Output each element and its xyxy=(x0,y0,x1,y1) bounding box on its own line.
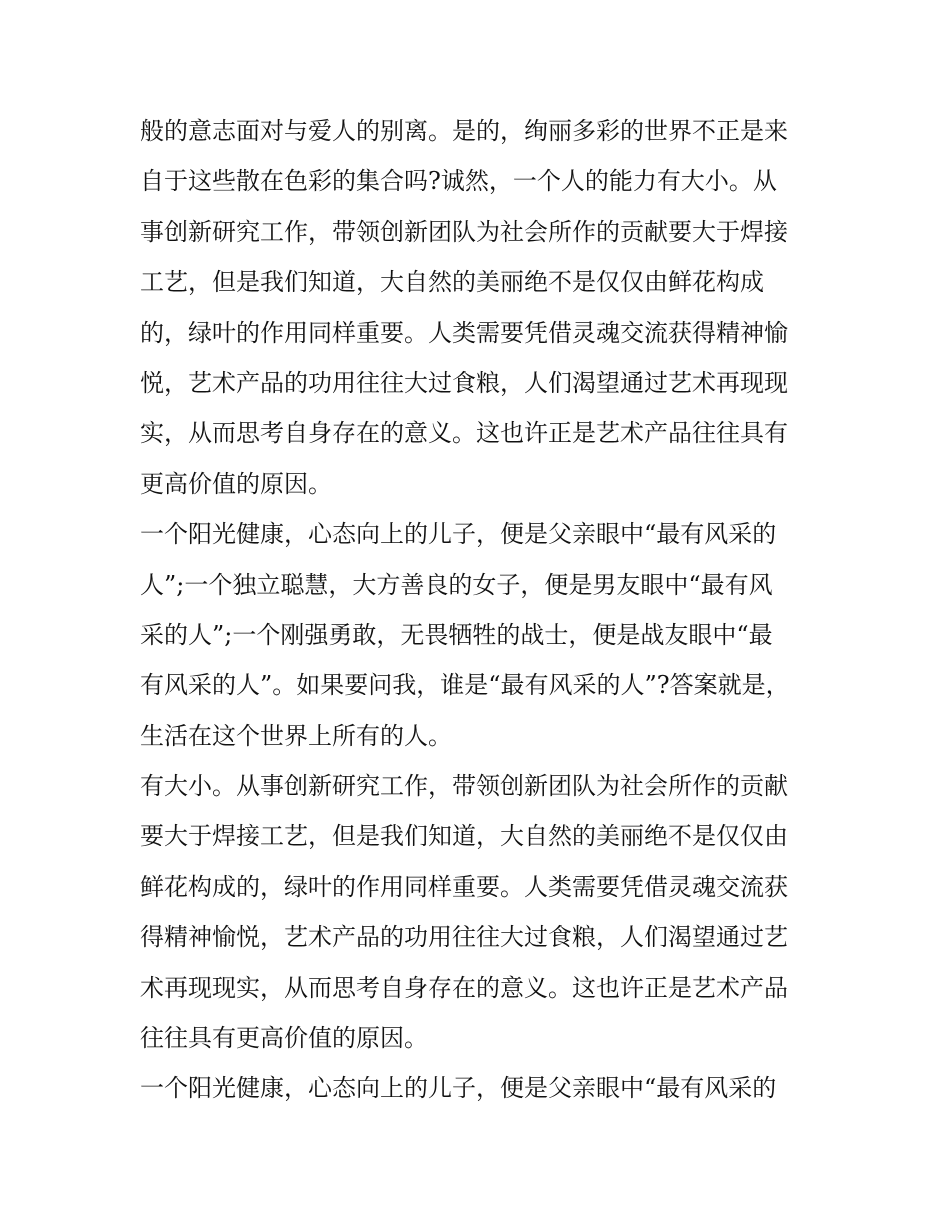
text-line: 工艺，但是我们知道，大自然的美丽绝不是仅仅由鲜花构成 xyxy=(140,268,764,297)
body-text xyxy=(140,106,820,1114)
text-line: 往往具有更高价值的原因。 xyxy=(140,1024,428,1053)
text-line: 事创新研究工作，带领创新团队为社会所作的贡献要大于焊接 xyxy=(140,217,788,246)
text-line: 生活在这个世界上所有的人。 xyxy=(140,721,452,750)
text-line: 的，绿叶的作用同样重要。人类需要凭借灵魂交流获得精神愉 xyxy=(140,318,788,347)
text-line: 自于这些散在色彩的集合吗?诚然，一个人的能力有大小。从 xyxy=(140,167,777,196)
text-line: 悦，艺术产品的功用往往大过食粮，人们渴望通过艺术再现现 xyxy=(140,368,788,397)
text-line: 人”;一个独立聪慧，大方善良的女子，便是男友眼中“最有风 xyxy=(140,570,773,599)
text-line: 更高价值的原因。 xyxy=(140,469,332,498)
text-line: 采的人”;一个刚强勇敢，无畏牺牲的战士，便是战友眼中“最 xyxy=(140,620,773,649)
text-line: 有大小。从事创新研究工作，带领创新团队为社会所作的贡献 xyxy=(140,772,788,801)
text-line: 术再现现实，从而思考自身存在的意义。这也许正是艺术产品 xyxy=(140,973,788,1002)
text-line: 般的意志面对与爱人的别离。是的，绚丽多彩的世界不正是来 xyxy=(140,117,788,145)
text-line: 一个阳光健康，心态向上的儿子，便是父亲眼中“最有风采的 xyxy=(140,520,777,549)
text-line: 一个阳光健康，心态向上的儿子，便是父亲眼中“最有风采的 xyxy=(140,1074,777,1103)
text-line: 得精神愉悦，艺术产品的功用往往大过食粮，人们渴望通过艺 xyxy=(140,923,788,952)
text-line: 有风采的人”。如果要问我，谁是“最有风采的人”?答案就是， xyxy=(140,671,790,700)
text-line: 鲜花构成的，绿叶的作用同样重要。人类需要凭借灵魂交流获 xyxy=(140,872,788,901)
text-line: 实，从而思考自身存在的意义。这也许正是艺术产品往往具有 xyxy=(140,419,788,448)
text-line: 要大于焊接工艺，但是我们知道，大自然的美丽绝不是仅仅由 xyxy=(140,822,788,851)
